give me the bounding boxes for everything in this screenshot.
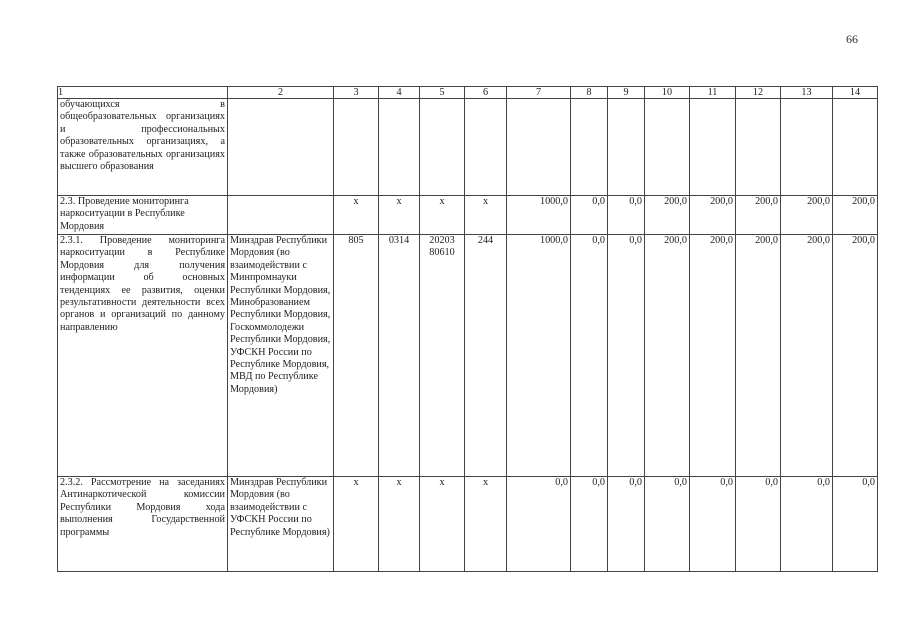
table-row <box>58 99 878 196</box>
year-cell <box>571 99 608 196</box>
year-cell: 200,0 <box>736 196 781 235</box>
total-cell: 1000,0 <box>507 235 571 477</box>
column-header: 9 <box>608 87 645 99</box>
section-code-cell: х <box>379 196 420 235</box>
year-cell <box>781 99 833 196</box>
section-code-cell: 0314 <box>379 235 420 477</box>
column-header: 13 <box>781 87 833 99</box>
table-row <box>58 235 878 477</box>
grbs-code-cell: 805 <box>334 235 379 477</box>
year-cell: 0,0 <box>690 477 736 572</box>
year-cell: 200,0 <box>781 235 833 477</box>
column-header: 12 <box>736 87 781 99</box>
year-cell <box>608 99 645 196</box>
target-article-cell: 20203 80610 <box>420 235 465 477</box>
total-cell: 1000,0 <box>507 196 571 235</box>
year-cell: 0,0 <box>608 235 645 477</box>
year-cell: 0,0 <box>571 196 608 235</box>
expense-type-cell: х <box>465 477 507 572</box>
column-header: 1 <box>58 87 228 99</box>
year-cell: 200,0 <box>736 235 781 477</box>
section-code-cell <box>379 99 420 196</box>
grbs-code-cell <box>334 99 379 196</box>
responsible-cell <box>228 99 334 196</box>
activity-name-cell: 2.3.2. Рассмотрение на заседаниях Антинаркотической комиссии Республики Мордовия хода выполнения Государственной программы <box>58 477 228 572</box>
year-cell: 200,0 <box>833 235 878 477</box>
expense-type-cell: х <box>465 196 507 235</box>
expense-type-cell <box>465 99 507 196</box>
column-header: 5 <box>420 87 465 99</box>
year-cell: 200,0 <box>645 235 690 477</box>
column-header: 14 <box>833 87 878 99</box>
column-number-row <box>58 87 878 99</box>
year-cell: 0,0 <box>608 196 645 235</box>
year-cell <box>690 99 736 196</box>
target-article-cell <box>420 99 465 196</box>
activity-name-cell: 2.3.1. Проведение мониторинга наркоситуации в Республике Мордовия для получения информации об основных тенденциях ее развития, оценки результативности деятельности всех органов и организаций по данному направлению <box>58 235 228 477</box>
program-activities-table <box>57 86 878 572</box>
activity-name-cell: обучающихся в общеобразовательных организациях и профессиональных образовательных организациях, а также образовательных организациях высшего образования <box>58 99 228 196</box>
table-row <box>58 196 878 235</box>
year-cell <box>645 99 690 196</box>
target-article-cell: х <box>420 477 465 572</box>
table-row <box>58 477 878 572</box>
column-header: 10 <box>645 87 690 99</box>
column-header: 3 <box>334 87 379 99</box>
responsible-cell: Минздрав Республики Мордовия (во взаимодействии с Минпромнауки Республики Мордовия, Минобразованием Республики Мордовия, Госкоммолодежи Республики Мордовия, УФСКН России по Республике Мордовия, МВД по Республике Мордовия) <box>228 235 334 477</box>
year-cell: 0,0 <box>608 477 645 572</box>
grbs-code-cell: х <box>334 477 379 572</box>
year-cell: 200,0 <box>781 196 833 235</box>
year-cell: 0,0 <box>645 477 690 572</box>
grbs-code-cell: х <box>334 196 379 235</box>
column-header: 7 <box>507 87 571 99</box>
responsible-cell <box>228 196 334 235</box>
column-header: 4 <box>379 87 420 99</box>
year-cell: 0,0 <box>571 235 608 477</box>
year-cell: 0,0 <box>571 477 608 572</box>
year-cell: 200,0 <box>690 235 736 477</box>
year-cell: 0,0 <box>736 477 781 572</box>
page-number: 66 <box>846 32 858 46</box>
column-header: 8 <box>571 87 608 99</box>
target-article-cell: х <box>420 196 465 235</box>
year-cell: 200,0 <box>833 196 878 235</box>
column-header: 2 <box>228 87 334 99</box>
activity-name-cell: 2.3. Проведение мониторинга наркоситуации в Республике Мордовия <box>58 196 228 235</box>
year-cell <box>833 99 878 196</box>
year-cell <box>736 99 781 196</box>
responsible-cell: Минздрав Республики Мордовия (во взаимодействии с УФСКН России по Республике Мордовия) <box>228 477 334 572</box>
section-code-cell: х <box>379 477 420 572</box>
year-cell: 0,0 <box>781 477 833 572</box>
total-cell <box>507 99 571 196</box>
total-cell: 0,0 <box>507 477 571 572</box>
year-cell: 0,0 <box>833 477 878 572</box>
column-header: 6 <box>465 87 507 99</box>
column-header: 11 <box>690 87 736 99</box>
year-cell: 200,0 <box>690 196 736 235</box>
expense-type-cell: 244 <box>465 235 507 477</box>
year-cell: 200,0 <box>645 196 690 235</box>
